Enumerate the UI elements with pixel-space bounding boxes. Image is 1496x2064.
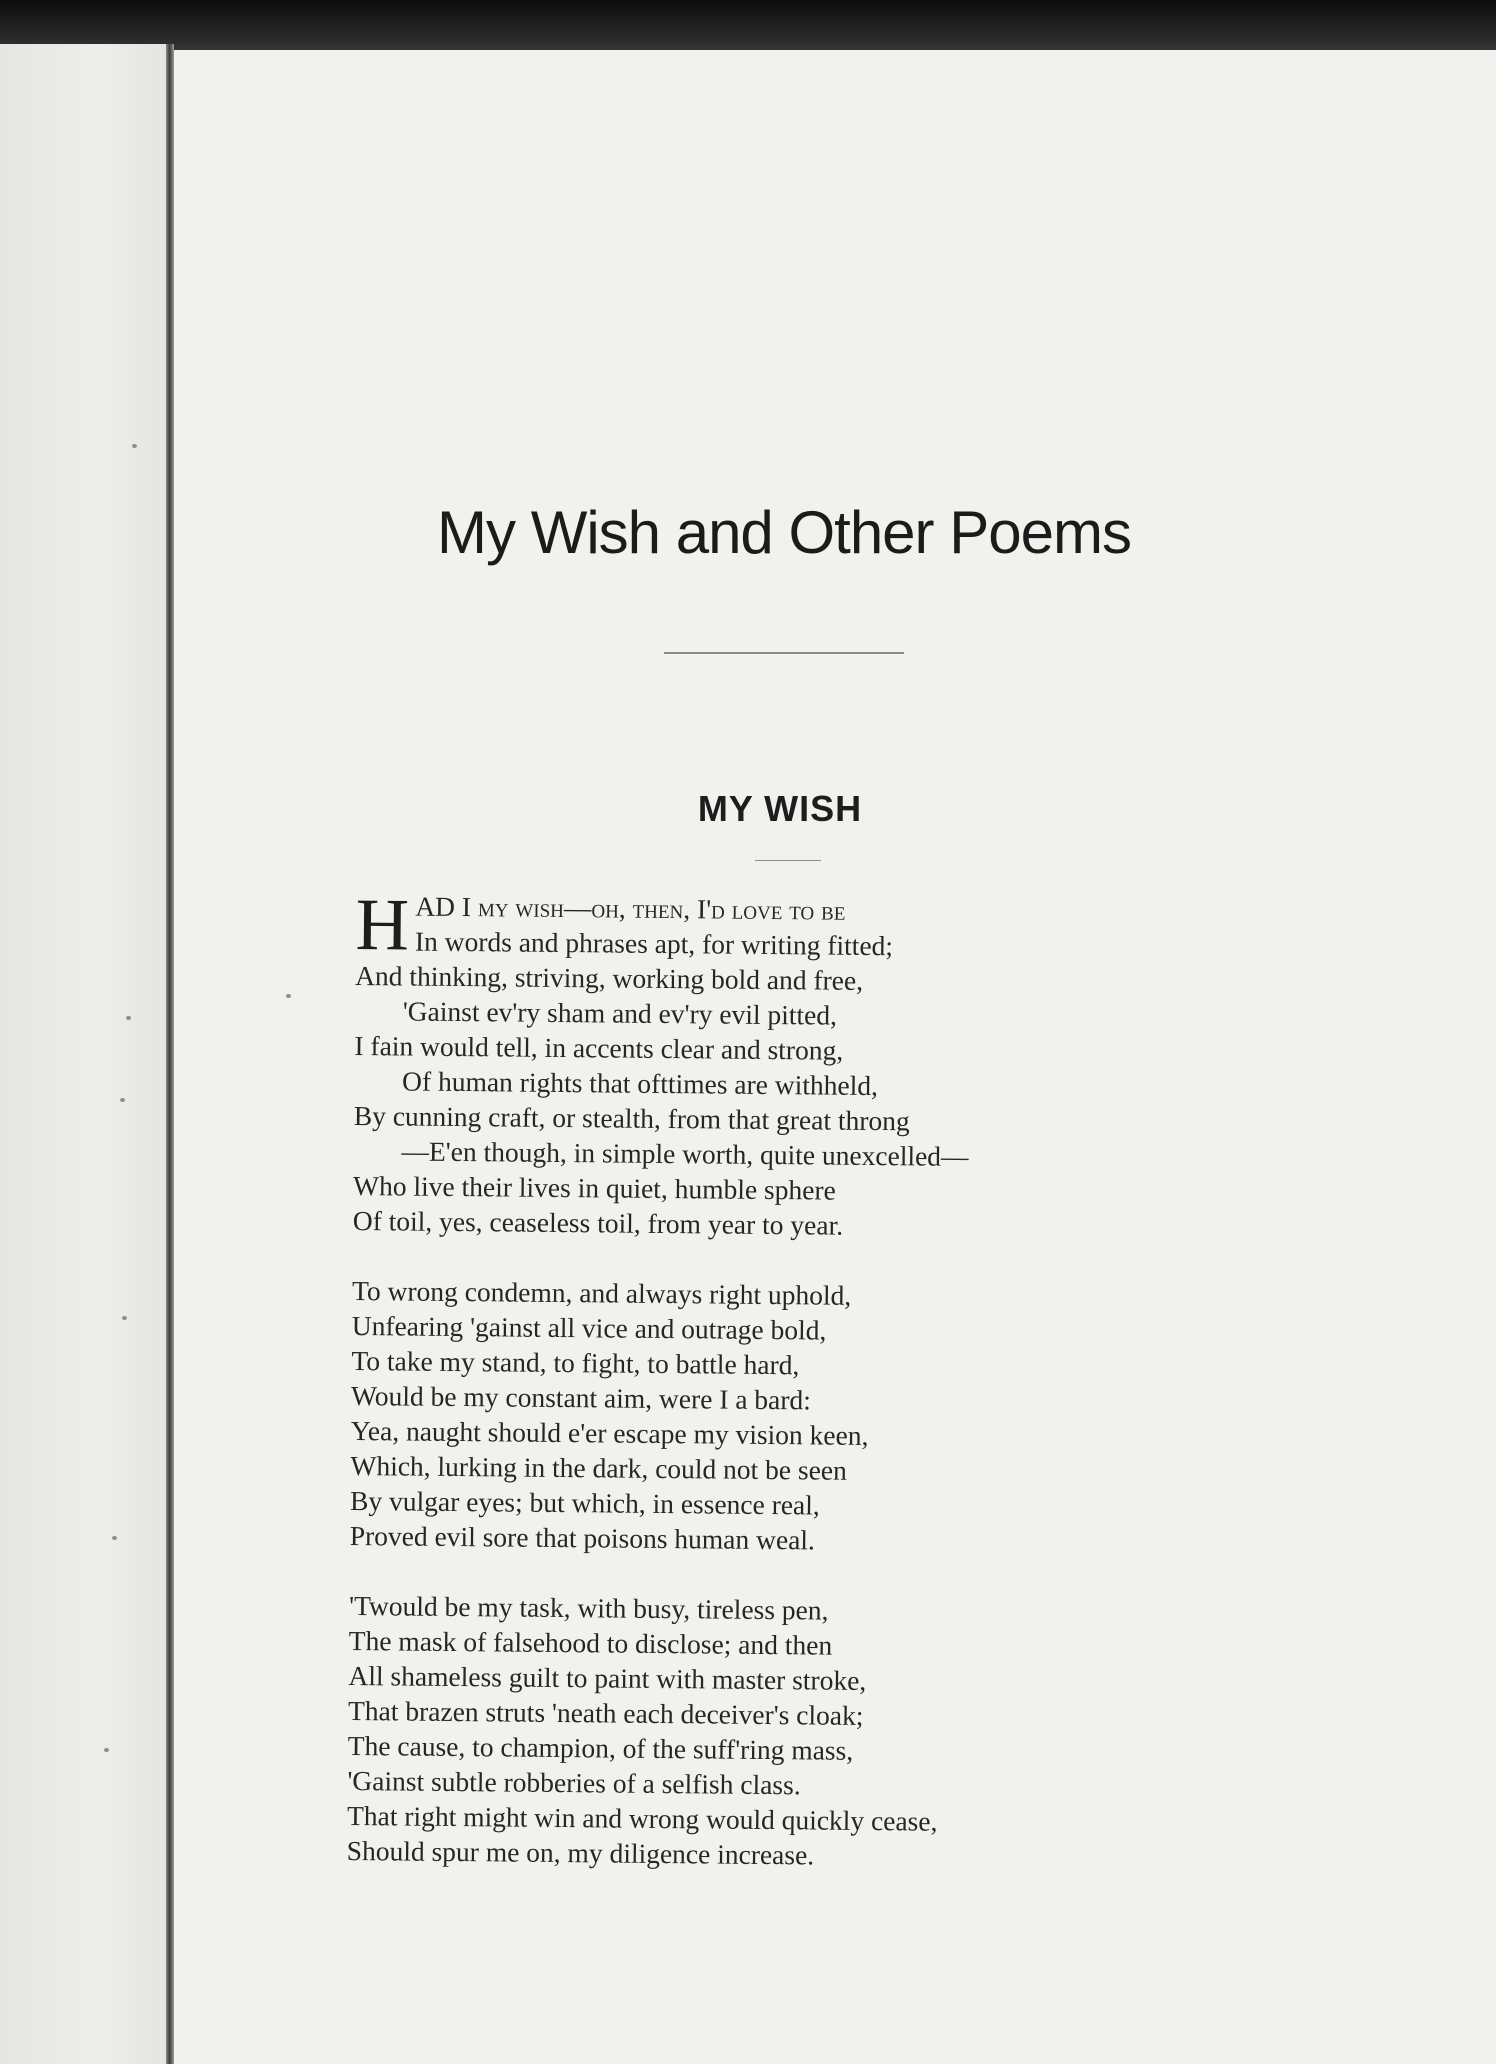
poem-line: Should spur me on, my diligence increase. (346, 1834, 815, 1871)
poem-line: Proved evil sore that poisons human weal. (349, 1519, 816, 1556)
poem-line: The cause, to champion, of the suff'ring mass, (347, 1729, 854, 1766)
book-title: My Wish and Other Poems (437, 499, 1131, 566)
poem-line: —E'en though, in simple worth, quite unexcelled— (401, 1135, 969, 1172)
scan-speck (286, 994, 291, 998)
title-divider (664, 652, 904, 654)
scan-speck (112, 1536, 117, 1540)
stanza (350, 1273, 1183, 1561)
poem-title: MY WISH (697, 788, 863, 829)
poem-line: To wrong condemn, and always right uphold, (351, 1274, 852, 1311)
poem-line: Who live their lives in quiet, humble sphere (352, 1169, 836, 1206)
poem-line: By vulgar eyes; but which, in essence real, (349, 1484, 820, 1521)
poem-line: 'Twould be my task, with busy, tireless pen, (348, 1589, 829, 1626)
poem-line: Which, lurking in the dark, could not be seen (350, 1449, 847, 1486)
scan-speck (104, 1748, 109, 1752)
poem-line: That right might win and wrong would quickly cease, (346, 1799, 938, 1837)
book-gutter (166, 44, 174, 2064)
scan-top-edge (0, 0, 1496, 56)
poem-line: To take my stand, to fight, to battle hard, (351, 1344, 800, 1381)
poem-line: And thinking, striving, working bold and free, (355, 959, 864, 996)
scan-speck (126, 1016, 131, 1020)
scan-speck (132, 444, 137, 448)
poem-line: That brazen struts 'neath each deceiver's cloak; (347, 1694, 864, 1731)
poem-line: 'Gainst subtle robberies of a selfish class. (347, 1764, 801, 1801)
poem-line: 'Gainst ev'ry sham and ev'ry evil pitted, (402, 995, 838, 1031)
poem-line: Of human rights that ofttimes are withheld, (402, 1065, 879, 1102)
poem-line: Would be my constant aim, were I a bard: (350, 1379, 812, 1416)
poem-line: Of toil, yes, ceaseless toil, from year to year. (352, 1204, 844, 1241)
poem-body (346, 884, 1186, 1911)
poem-line: In words and phrases apt, for writing fitted; (414, 925, 894, 962)
scan-speck (122, 1316, 127, 1320)
poem-line: I fain would tell, in accents clear and strong, (354, 1029, 844, 1066)
poem-line: Yea, naught should e'er escape my vision keen, (350, 1414, 869, 1451)
poem-line: Unfearing 'gainst all vice and outrage bold, (351, 1309, 827, 1346)
stanza (347, 1588, 1180, 1876)
first-line-text: AD I my wish—oh, then, I'd love to be (415, 890, 846, 926)
drop-cap: H (355, 884, 410, 967)
poem-line: By cunning craft, or stealth, from that great throng (353, 1099, 910, 1137)
poem-title-divider (755, 860, 821, 861)
poem-line: All shameless guilt to paint with master stroke, (348, 1659, 867, 1696)
scan-speck (120, 1098, 125, 1102)
facing-page-edge (0, 44, 168, 2064)
stanza (352, 884, 1186, 1246)
poem-line: The mask of falsehood to disclose; and then (348, 1624, 833, 1661)
